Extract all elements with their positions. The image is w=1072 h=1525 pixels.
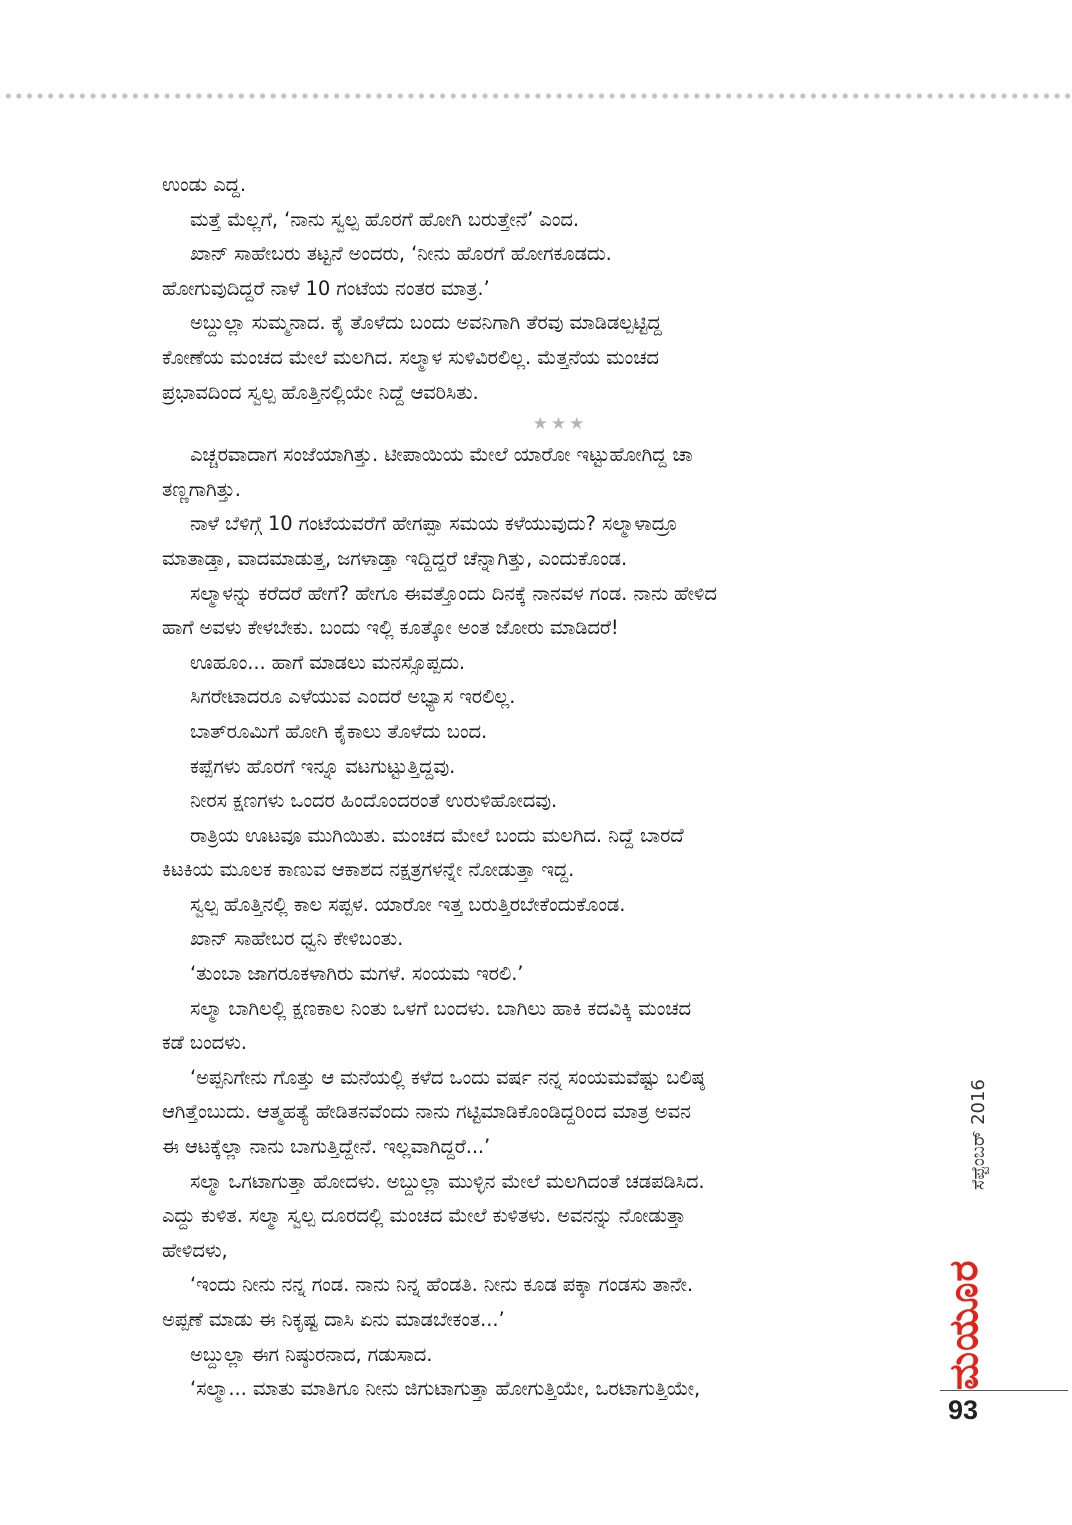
section-separator-stars: ★★★ [532,414,588,435]
text-line: ಅಬ್ದುಲ್ಲಾ ಸುಮ್ಮನಾದ. ಕೈ ತೊಳೆದು ಬಂದು ಅವನಿಗಾಗಿ ತೆರವು ಮಾಡಿಡಲ್ಪಟ್ಟಿದ್ದ [190,311,662,335]
text-line: ಕಡೆ ಬಂದಳು. [162,1031,247,1055]
text-line: ಮಾತಾಡ್ತಾ, ವಾದಮಾಡುತ್ತ, ಜಗಳಾಡ್ತಾ ಇದ್ದಿದ್ದರೆ ಚೆನ್ನಾಗಿತ್ತು, ಎಂದುಕೊಂಡ. [162,546,628,570]
footer-rule [940,1390,1068,1391]
magazine-logo: ಮಯೂರ [941,1259,987,1390]
text-line: ಆಗಿತ್ತೆಂಬುದು. ಆತ್ಮಹತ್ಯೆ ಹೇಡಿತನವೆಂದು ನಾನು ಗಟ್ಟಿಮಾಡಿಕೊಂಡಿದ್ದರಿಂದ ಮಾತ್ರ ಅವನ [162,1100,691,1124]
text-line: ಸ್ವಲ್ಪ ಹೊತ್ತಿನಲ್ಲಿ ಕಾಲ ಸಪ್ಪಳ. ಯಾರೋ ಇತ್ತ ಬರುತ್ತಿರಬೇಕೆಂದುಕೊಂಡ. [190,892,626,916]
text-line: ಅಪ್ಪಣೆ ಮಾಡು ಈ ನಿಕೃಷ್ಟ ದಾಸಿ ಏನು ಮಾಡಬೇಕಂತ...’ [162,1308,505,1331]
text-line: ಕಿಟಕಿಯ ಮೂಲಕ ಕಾಣುವ ಆಕಾಶದ ನಕ್ಷತ್ರಗಳನ್ನೇ ನೋಡುತ್ತಾ ಇದ್ದ. [162,858,575,882]
text-line: ಹಾಗೆ ಅವಳು ಕೇಳಬೇಕು. ಬಂದು ಇಲ್ಲಿ ಕೂತ್ಕೋ ಅಂತ ಜೋರು ಮಾಡಿದರೆ! [162,616,619,640]
text-line: ‘ಇಂದು ನೀನು ನನ್ನ ಗಂಡ. ನಾನು ನಿನ್ನ ಹೆಂಡತಿ. ನೀನು ಕೂಡ ಪಕ್ಕಾ ಗಂಡಸು ತಾನೇ. [190,1273,693,1297]
text-line: ಈ ಆಟಕ್ಕೆಲ್ಲಾ ನಾನು ಬಾಗುತ್ತಿದ್ದೇನೆ. ಇಲ್ಲವಾಗಿದ್ದರೆ...’ [162,1135,491,1159]
text-line: ಕೋಣೆಯ ಮಂಚದ ಮೇಲೆ ಮಲಗಿದ. ಸಲ್ಮಾಳ ಸುಳಿವಿರಲಿಲ್ಲ. ಮೆತ್ತನೆಯ ಮಂಚದ [162,345,659,369]
page-number: 93 [948,1395,979,1425]
text-line: ರಾತ್ರಿಯ ಊಟವೂ ಮುಗಿಯಿತು. ಮಂಚದ ಮೇಲೆ ಬಂದು ಮಲಗಿದ. ನಿದ್ದೆ ಬಾರದೆ [190,823,684,847]
text-line: ಸಲ್ಮಾ ಬಾಗಿಲಲ್ಲಿ ಕ್ಷಣಕಾಲ ನಿಂತು ಒಳಗೆ ಬಂದಳು. ಬಾಗಿಲು ಹಾಕಿ ಕದವಿಕ್ಕಿ ಮಂಚದ [190,996,691,1020]
text-line: ಹೋಗುವುದಿದ್ದರೆ ನಾಳೆ 10 ಗಂಟೆಯ ನಂತರ ಮಾತ್ರ.’ [162,276,490,300]
text-line: ಊಹೂಂ... ಹಾಗೆ ಮಾಡಲು ಮನಸ್ಸೊಪ್ಪದು. [190,650,466,674]
issue-date: ಸೆಪ್ಟೆಂಬರ್ 2016 [968,1079,989,1190]
text-line: ಎಚ್ಚರವಾದಾಗ ಸಂಜೆಯಾಗಿತ್ತು. ಟೀಪಾಯಿಯ ಮೇಲೆ ಯಾರೋ ಇಟ್ಟುಹೋಗಿದ್ದ ಚಾ [190,443,693,467]
text-line: ಬಾತ್‌ರೂಮಿಗೆ ಹೋಗಿ ಕೈಕಾಲು ತೊಳೆದು ಬಂದ. [190,719,488,743]
text-line: ಸಿಗರೇಟಾದರೂ ಎಳೆಯುವ ಎಂದರೆ ಅಭ್ಯಾಸ ಇರಲಿಲ್ಲ. [190,685,516,709]
text-line: ಮತ್ತೆ ಮೆಲ್ಲಗೆ, ‘ನಾನು ಸ್ವಲ್ಪ ಹೊರಗೆ ಹೋಗಿ ಬರುತ್ತೇನೆ’ ಎಂದ. [190,207,580,231]
text-line: ನಾಳೆ ಬೆಳಿಗ್ಗೆ 10 ಗಂಟೆಯವರೆಗೆ ಹೇಗಪ್ಪಾ ಸಮಯ ಕಳೆಯುವುದು? ಸಲ್ಮಾಳಾದ್ರೂ [190,512,678,536]
dotted-top-rule [0,93,1072,99]
text-line: ತಣ್ಣಗಾಗಿತ್ತು. [162,477,241,501]
text-line: ಹೇಳಿದಳು, [162,1238,228,1262]
text-line: ಪ್ರಭಾವದಿಂದ ಸ್ವಲ್ಪ ಹೊತ್ತಿನಲ್ಲಿಯೇ ನಿದ್ದೆ ಆವರಿಸಿತು. [162,380,479,404]
text-line: ಸಲ್ಮಾಳನ್ನು ಕರೆದರೆ ಹೇಗೆ? ಹೇಗೂ ಈವತ್ತೊಂದು ದಿನಕ್ಕೆ ನಾನವಳ ಗಂಡ. ನಾನು ಹೇಳಿದ [190,581,717,605]
text-line: ಅಬ್ದುಲ್ಲಾ ಈಗ ನಿಷ್ಠುರನಾದ, ಗಡುಸಾದ. [190,1342,433,1366]
text-line: ಸಲ್ಮಾ ಒಗಟಾಗುತ್ತಾ ಹೋದಳು. ಅಬ್ದುಲ್ಲಾ ಮುಳ್ಳಿನ ಮೇಲೆ ಮಲಗಿದಂತೆ ಚಡಪಡಿಸಿದ. [190,1169,705,1193]
story-text [162,168,922,1407]
text-line: ‘ಅಪ್ಪನಿಗೇನು ಗೊತ್ತು ಆ ಮನೆಯಲ್ಲಿ ಕಳೆದ ಒಂದು ವರ್ಷ ನನ್ನ ಸಂಯಮವೆಷ್ಟು ಬಲಿಷ್ಠ [190,1065,705,1089]
text-line: ಖಾನ್ ಸಾಹೇಬರು ತಟ್ಟನೆ ಅಂದರು, ‘ನೀನು ಹೊರಗೆ ಹೋಗಕೂಡದು. [190,242,612,266]
text-line: ‘ತುಂಬಾ ಜಾಗರೂಕಳಾಗಿರು ಮಗಳೆ. ಸಂಯಮ ಇರಲಿ.’ [190,962,524,986]
text-line: ಉಂಡು ಎದ್ದ. [162,173,247,196]
text-line: ‘ಸಲ್ಮಾ... ಮಾತು ಮಾತಿಗೂ ನೀನು ಜಿಗುಟಾಗುತ್ತಾ ಹೋಗುತ್ತಿಯೇ, ಒರಟಾಗುತ್ತಿಯೇ, [190,1377,701,1401]
text-line: ಖಾನ್ ಸಾಹೇಬರ ಧ್ವನಿ ಕೇಳಿಬಂತು. [190,927,404,951]
text-line: ಎದ್ದು ಕುಳಿತ. ಸಲ್ಮಾ ಸ್ವಲ್ಪ ದೂರದಲ್ಲಿ ಮಂಚದ ಮೇಲೆ ಕುಳಿತಳು. ಅವನನ್ನು ನೋಡುತ್ತಾ [162,1204,686,1228]
text-line: ಕಪ್ಪೆಗಳು ಹೊರಗೆ ಇನ್ನೂ ವಟಗುಟ್ಟುತ್ತಿದ್ದವು. [190,754,456,778]
text-line: ನೀರಸ ಕ್ಷಣಗಳು ಒಂದರ ಹಿಂದೊಂದರಂತೆ ಉರುಳಿಹೋದವು. [190,789,558,813]
side-running-label [940,1079,1002,1392]
